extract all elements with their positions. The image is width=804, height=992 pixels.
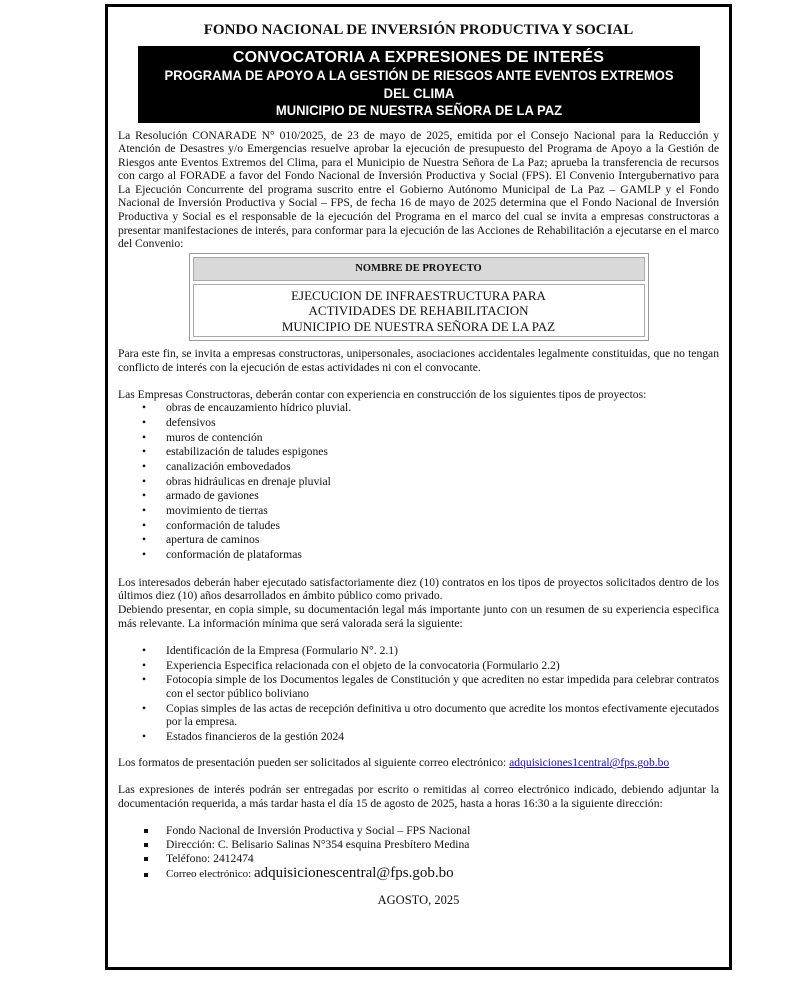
- formats-paragraph: Los formatos de presentación pueden ser solicitados al siguiente correo electrónico: adquisiciones1central@fps.gob.bo: [118, 756, 670, 770]
- requirements-paragraph-1: Los interesados deberán haber ejecutado satisfactoriamente diez (10) contratos en los tipos de proyectos solicitados dentro de los últimos diez (10) años desarrollados en ámbito público como privado.: [118, 575, 719, 603]
- project-table: [189, 253, 649, 342]
- list-item: • Estados financieros de la gestión 2024: [142, 729, 345, 743]
- document-content: [118, 21, 719, 908]
- list-item: • defensivos: [142, 415, 216, 429]
- address-telefono: Teléfono: 2412474: [118, 852, 719, 866]
- invitation-paragraph: Para este fin, se invita a empresas constructoras, unipersonales, asociaciones accidentales legalmente constituidas, que no tengan conflicto de interés con la ejecución de estas actividades ni con el convocante.: [118, 347, 719, 374]
- list-item: • canalización embovedados: [142, 459, 291, 473]
- list-item: • Identificación de la Empresa (Formulario N°. 2.1): [142, 644, 398, 658]
- address-email: Correo electrónico: adquisicionescentral@fps.gob.bo: [118, 866, 719, 881]
- list-item: • Experiencia Especifica relacionada con el objeto de la convocatoria (Formulario 2.2): [142, 658, 560, 672]
- list-item: • Copias simples de las actas de recepción definitiva u otro documento que acredite los montos efectivamente ejecutados por la empresa.: [142, 701, 719, 729]
- intro-paragraph: La Resolución CONARADE N° 010/2025, de 23 de mayo de 2025, emitida por el Consejo Nacional para la Reducción y Atención de Desastres y/o Emergencias resuelve aprobar la ejecución de presupuesto del Programa de Apoyo a la Gestión de Riesgos ante Eventos Extremos del Clima, para el Municipio de Nuestra Señora de La Paz; aprueba la transferencia de recursos con cargo al FORADE a favor del Fondo Nacional de Inversión Productiva y Social (FPS). El Convenio Intergubernativo para La Ejecución Concurrente del programa suscrito entre el Gobierno Autónomo Municipal de La Paz – GAMLP y el Fondo Nacional de Inversión Productiva y Social – FPS, de fecha 16 de mayo de 2025 determina que el Fondo Nacional de Inversión Productiva y Social es el responsable de la ejecución del Programa en el marco del cual se invita a empresas constructoras a presentar manifestaciones de interés, para conformar para la ejecución de las Acciones de Rehabilitación a ejecutarse en el marco del Convenio:: [118, 128, 719, 251]
- list-item: • obras de encauzamiento hídrico pluvial.: [142, 401, 352, 415]
- project-name-line3: MUNICIPIO DE NUESTRA SEÑORA DE LA PAZ: [281, 318, 556, 334]
- announcement-banner: [138, 46, 700, 123]
- banner-title: CONVOCATORIA A EXPRESIONES DE INTERÉS: [232, 49, 605, 66]
- document-date: AGOSTO, 2025: [377, 893, 460, 908]
- list-item: • estabilización de taludes espigones: [142, 445, 328, 459]
- project-name-line1: EJECUCION DE INFRAESTRUCTURA PARA: [291, 287, 546, 303]
- address-entity: Fondo Nacional de Inversión Productiva y Social – FPS Nacional: [118, 824, 719, 838]
- list-item: • Fotocopia simple de los Documentos legales de Constitución y que acrediten no estar impedida para celebrar contratos con el sector público boliviano: [142, 673, 719, 701]
- formats-email-link[interactable]: adquisiciones1central@fps.gob.bo: [509, 756, 670, 770]
- list-item: • movimiento de tierras: [142, 504, 268, 518]
- list-item: • obras hidráulicas en drenaje pluvial: [142, 474, 331, 488]
- project-name-line2: ACTIVIDADES DE REHABILITACION: [308, 303, 529, 319]
- list-item: • muros de contención: [142, 430, 263, 444]
- experience-intro: Las Empresas Constructoras, deberán contar con experiencia en construcción de los siguientes tipos de proyectos:: [118, 387, 647, 401]
- list-item: • armado de gaviones: [142, 489, 259, 503]
- list-item: • apertura de caminos: [142, 533, 260, 547]
- project-table-header: NOMBRE DE PROYECTO: [193, 257, 645, 281]
- list-item: • conformación de taludes: [142, 518, 280, 532]
- requirements-paragraph-2: Debiendo presentar, en copia simple, su documentación legal más importante junto con un resumen de su experiencia especifica más relevante. La información mínima que será valorada será la siguiente:: [118, 603, 719, 630]
- organization-title: FONDO NACIONAL DE INVERSIÓN PRODUCTIVA Y SOCIAL: [203, 22, 634, 38]
- banner-program: PROGRAMA DE APOYO A LA GESTIÓN DE RIESGOS ANTE EVENTOS EXTREMOS DEL CLIMA: [163, 67, 674, 101]
- project-table-body: [193, 284, 645, 338]
- address-list: [118, 824, 719, 881]
- address-email-value: adquisicionescentral@fps.gob.bo: [253, 865, 454, 882]
- delivery-paragraph: Las expresiones de interés podrán ser entregadas por escrito o remitidas al correo electrónico indicado, debiendo adjuntar la documentación requerida, a más tardar hasta el día 15 de agosto de 2025, hasta a horas 16:30 a la siguiente dirección:: [118, 782, 719, 810]
- banner-municipality: MUNICIPIO DE NUESTRA SEÑORA DE LA PAZ: [275, 102, 562, 118]
- document-frame: [105, 4, 732, 970]
- address-direccion: Dirección: C. Belisario Salinas N°354 esquina Presbítero Medina: [118, 838, 719, 852]
- project-types-list: [118, 401, 719, 563]
- list-item: • conformación de plataformas: [142, 548, 302, 562]
- documents-list: [118, 644, 719, 743]
